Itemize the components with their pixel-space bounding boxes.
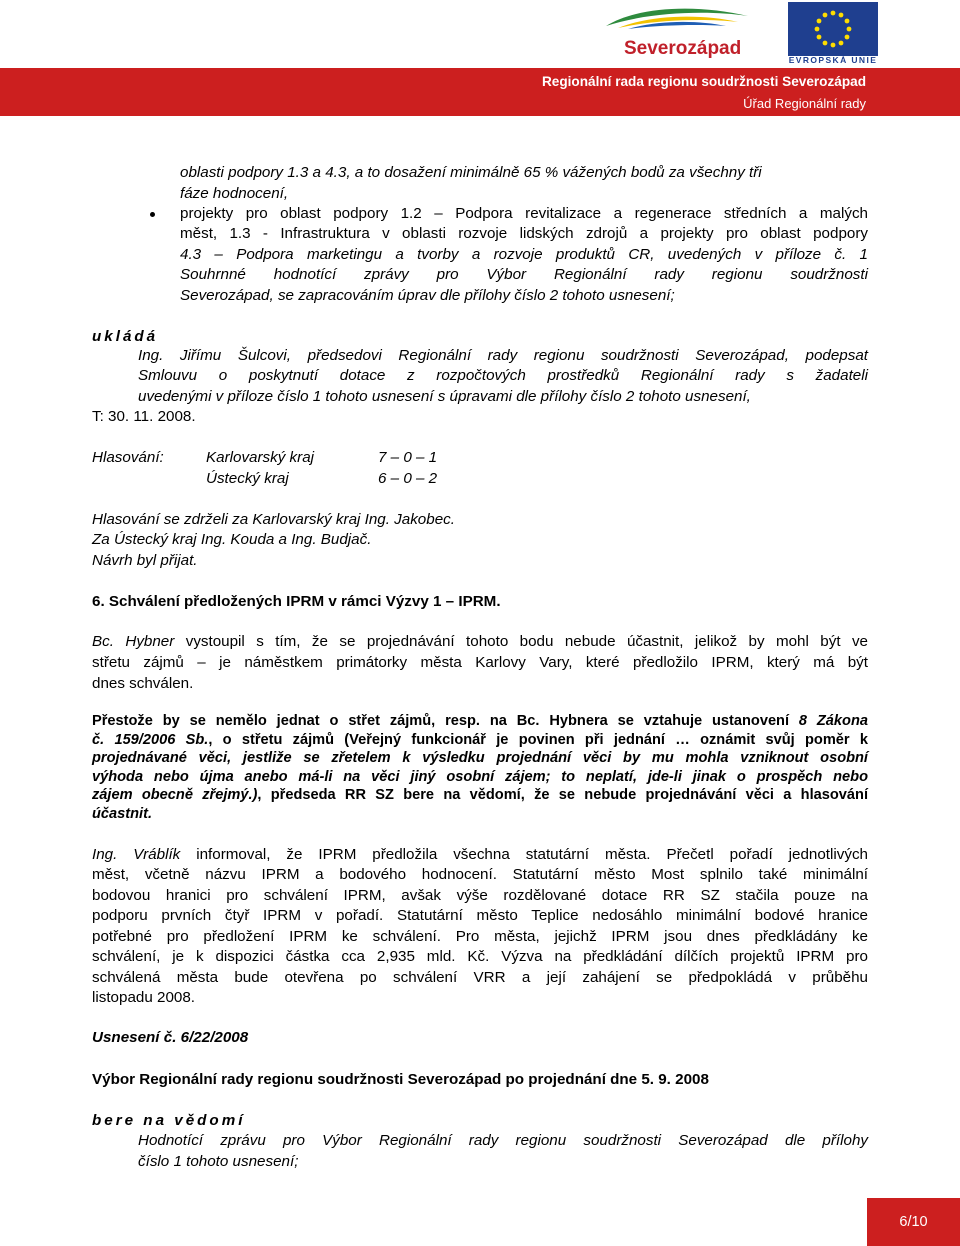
speaker-name: Ing. Vráblík <box>92 846 181 863</box>
committee-heading: Výbor Regionální rady regionu soudržnosti Severozápad po projednání dne 5. 9. 2008 <box>92 1071 709 1088</box>
resolution-number: Usnesení č. 6/22/2008 <box>92 1029 249 1046</box>
bullet-icon <box>150 212 155 217</box>
eu-label: EVROPSKÁ UNIE <box>788 55 878 65</box>
voting-result: 7 – 0 – 1 <box>378 449 438 466</box>
severozapad-logo <box>598 4 768 64</box>
voting-region: Karlovarský kraj <box>206 449 315 466</box>
page-number: 6/10 <box>899 1214 928 1230</box>
voting-label: Hlasování: <box>92 449 164 466</box>
voting-result: 6 – 0 – 2 <box>378 470 438 487</box>
eu-flag-icon <box>788 2 878 56</box>
svg-text:Severozápad: Severozápad <box>624 38 742 59</box>
bere-label: bere na vědomí <box>92 1112 246 1129</box>
header-office: Úřad Regionální rady <box>743 96 866 111</box>
speaker-name: Bc. Hybner <box>92 633 175 650</box>
voting-region: Ústecký kraj <box>206 470 289 487</box>
deadline: T: 30. 11. 2008. <box>92 408 196 425</box>
uklada-label: ukládá <box>92 328 159 345</box>
section-heading: 6. Schválení předložených IPRM v rámci Výzvy 1 – IPRM. <box>92 593 501 610</box>
header-organization: Regionální rada regionu soudržnosti Severozápad <box>541 74 866 89</box>
